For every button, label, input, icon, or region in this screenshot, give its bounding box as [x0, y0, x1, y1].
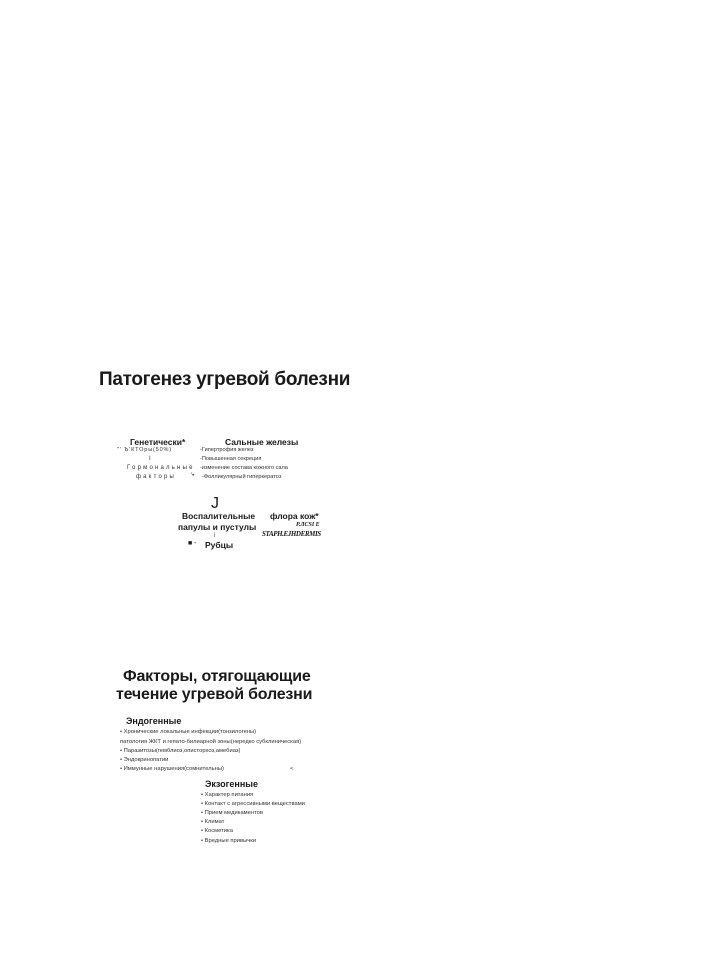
list-item: • Хронические локальные инфекции(тонзилогены) [120, 729, 257, 735]
papules-label: папулы и пустулы [178, 522, 257, 532]
list-item: • Климат [201, 819, 225, 825]
gland-item: -Повышенная секреция [200, 456, 262, 462]
scars-label: Рубцы [205, 540, 234, 550]
flora-sub: P.ЛCSI E [296, 522, 320, 528]
hormonal-factors-label: факторы [136, 474, 177, 480]
genetic-factors-line: "' Ъ'КТОры(50%) [117, 447, 172, 453]
gland-item: -изменение состава кожного сала [200, 465, 288, 471]
list-item: • Иммунные нарушения(сомнительны) [120, 766, 224, 772]
flora-label: флора кож* [270, 511, 319, 521]
bullet-mark: ■ - [188, 540, 197, 547]
glands-label: Сальные железы [225, 437, 299, 447]
inflammatory-label: Воспалительные [182, 511, 256, 521]
arrow-down-mark: I [149, 456, 151, 462]
stray-mark: < [290, 766, 294, 772]
flora-sub: STAPH.EJHDERMIS [262, 530, 321, 538]
slide-title-line-1: Факторы, отягощающие [123, 668, 311, 685]
genetic-label: Генетически* [130, 437, 186, 447]
slide-title: Патогенез угревой болезни [99, 369, 351, 390]
arrow-down-mark: i [214, 533, 216, 539]
gland-item: -Гипертрофия желез [200, 447, 254, 453]
endogenous-heading: Эндогенные [126, 716, 182, 726]
list-item: • Вредные привычки [201, 838, 257, 844]
list-item: патология ЖКТ и гепато-билиарной зоны(нередко субклиническая) [120, 739, 302, 745]
list-item: • Эндокринопатии [120, 757, 169, 763]
list-item: • Контакт с агрессивными веществами [201, 801, 305, 807]
exogenous-heading: Экзогенные [205, 779, 258, 789]
gland-item: -Фолликулярный гиперкератоз [202, 474, 282, 480]
list-item: • Характер питания [201, 792, 254, 798]
list-item: • Прием медикаментов [201, 810, 263, 816]
connector-mark: '• [191, 473, 195, 479]
slide-title-line-2: течение угревой болезни [116, 686, 313, 703]
hormonal-label: Гормональные [127, 465, 195, 471]
j-mark: J [211, 495, 219, 512]
list-item: • Паразитозы(гемблиоз,описторхоз,амебиаз) [120, 748, 241, 754]
list-item: • Косметика [201, 828, 233, 834]
